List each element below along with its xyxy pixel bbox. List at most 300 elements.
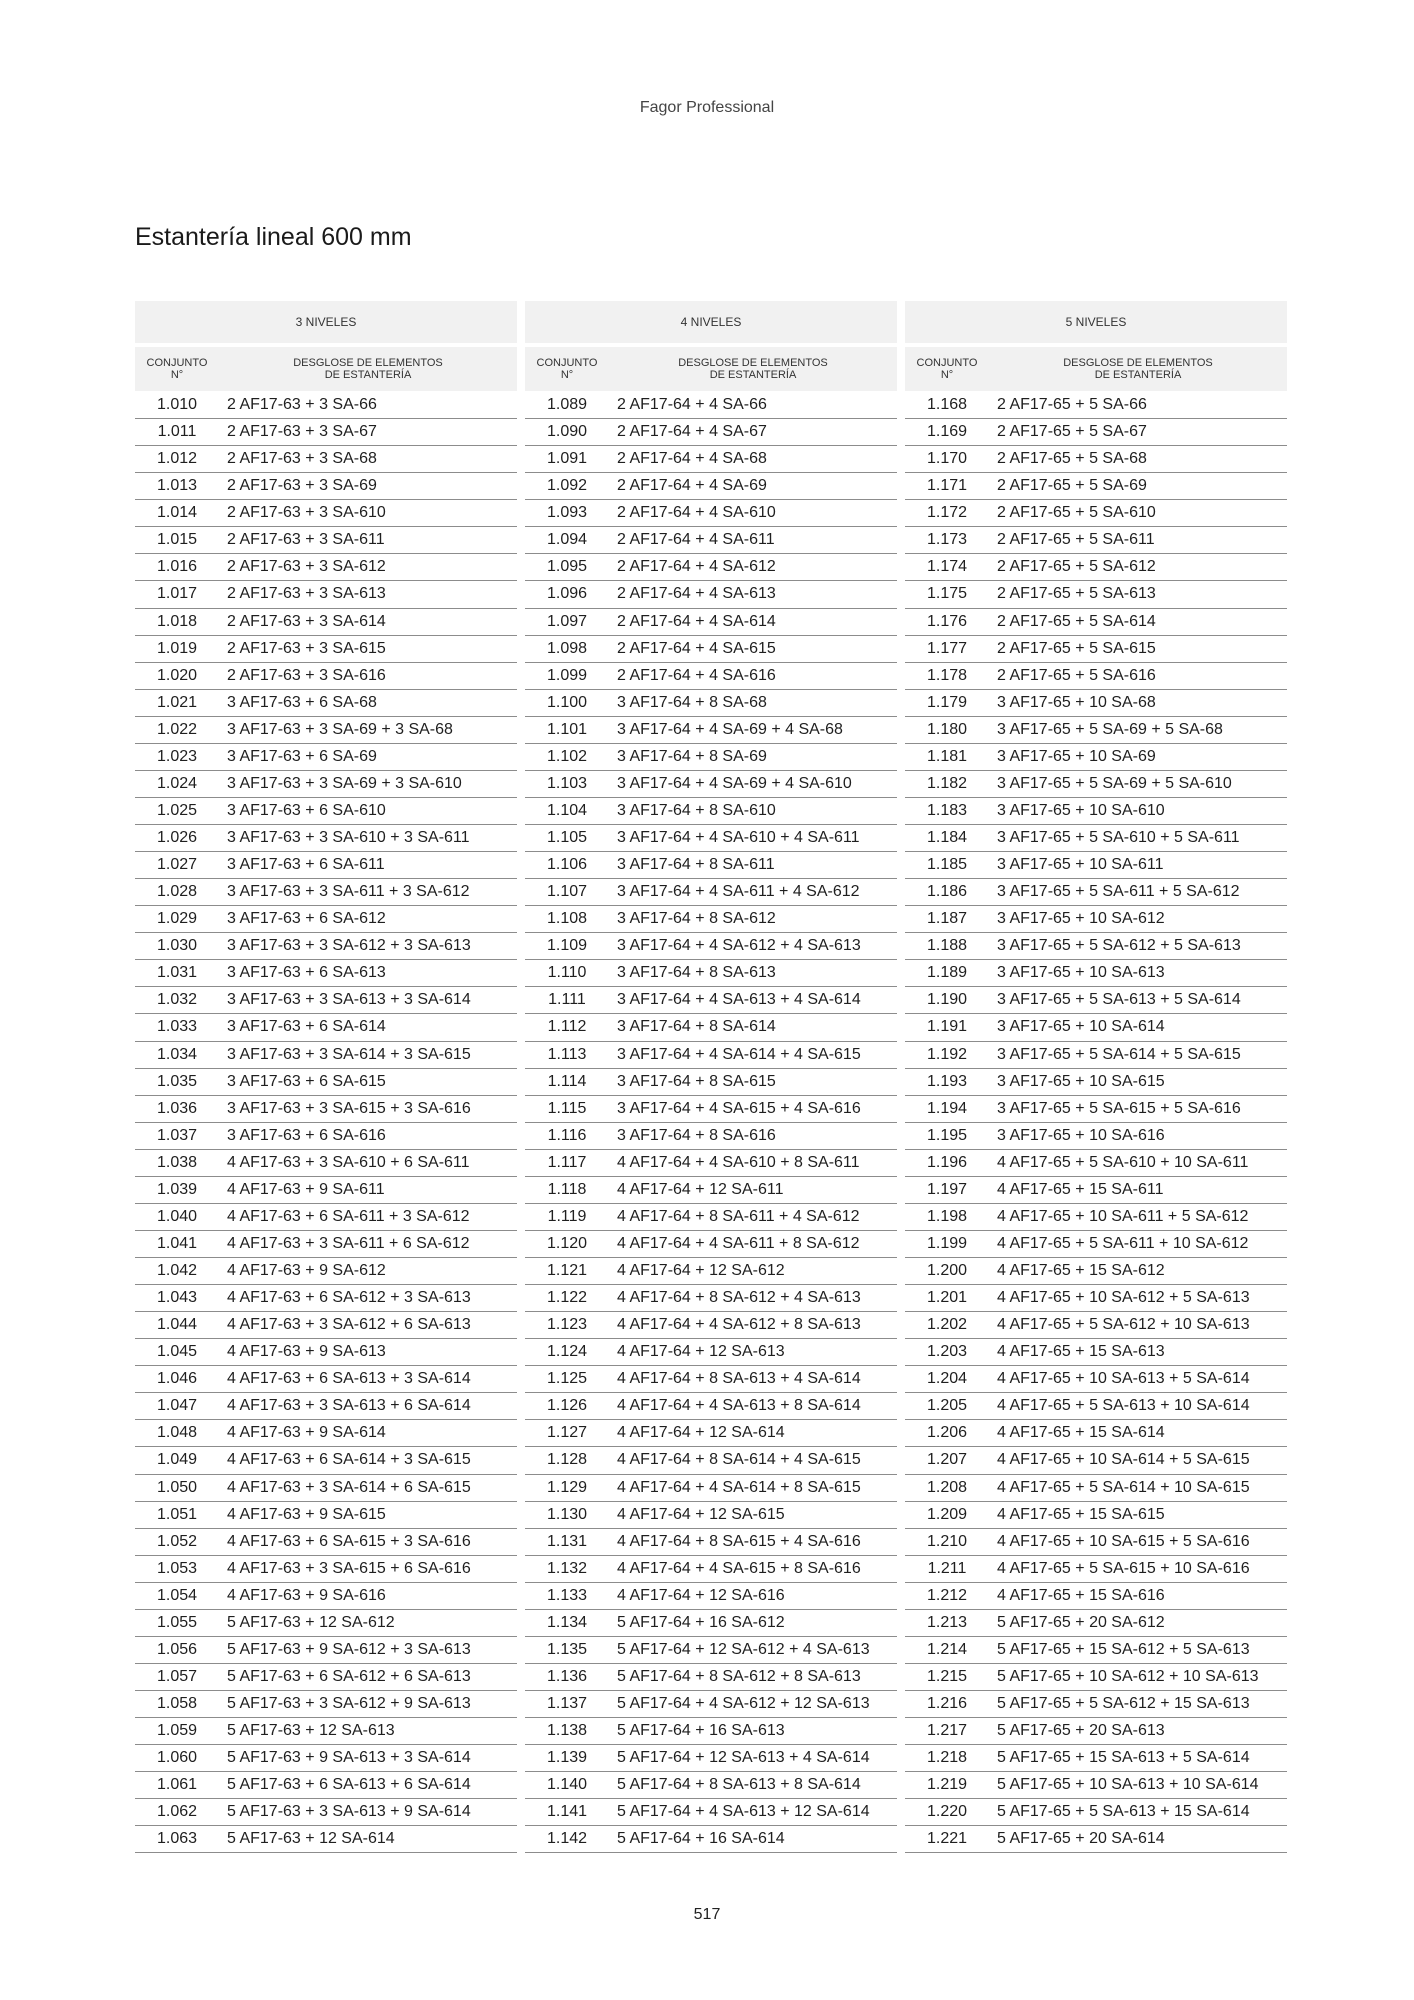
table-row <box>525 1312 897 1339</box>
conjunto-number: 1.188 <box>926 937 968 955</box>
table-row <box>135 1339 517 1366</box>
table-row <box>135 554 517 581</box>
column-header-label: DE ESTANTERÍA <box>709 369 797 381</box>
desglose-elements: 2 AF17-63 + 3 SA-610 <box>227 504 386 522</box>
table-row <box>905 1123 1287 1150</box>
conjunto-number: 1.102 <box>546 747 588 765</box>
table-row <box>525 392 897 419</box>
desglose-elements: 3 AF17-64 + 4 SA-614 + 4 SA-615 <box>617 1045 861 1063</box>
conjunto-number: 1.127 <box>546 1424 588 1442</box>
table-row <box>135 1556 517 1583</box>
conjunto-number: 1.020 <box>156 666 198 684</box>
table-row <box>135 1583 517 1610</box>
desglose-elements: 2 AF17-64 + 4 SA-616 <box>617 666 776 684</box>
desglose-elements: 3 AF17-63 + 3 SA-612 + 3 SA-613 <box>227 937 471 955</box>
desglose-elements: 4 AF17-64 + 8 SA-612 + 4 SA-613 <box>617 1289 861 1307</box>
column-header-desglose <box>219 357 517 381</box>
desglose-elements: 4 AF17-63 + 3 SA-610 + 6 SA-611 <box>227 1153 470 1171</box>
conjunto-number: 1.197 <box>926 1180 968 1198</box>
table-row <box>905 852 1287 879</box>
table-row <box>525 1745 897 1772</box>
desglose-elements: 2 AF17-63 + 3 SA-612 <box>227 558 386 576</box>
conjunto-number: 1.011 <box>157 423 197 441</box>
conjunto-number: 1.113 <box>547 1045 587 1063</box>
table-row <box>135 987 517 1014</box>
column-header-label: N° <box>560 369 574 381</box>
table-row <box>135 960 517 987</box>
conjunto-number: 1.200 <box>926 1262 968 1280</box>
conjunto-number: 1.171 <box>926 477 968 495</box>
desglose-elements: 2 AF17-65 + 5 SA-616 <box>997 666 1156 684</box>
table-row <box>905 1664 1287 1691</box>
table-row <box>905 1285 1287 1312</box>
table-row <box>135 1826 517 1853</box>
conjunto-number: 1.031 <box>156 964 198 982</box>
table-row <box>135 1014 517 1041</box>
conjunto-number: 1.039 <box>156 1180 198 1198</box>
conjunto-number: 1.168 <box>926 396 968 414</box>
table-row <box>525 446 897 473</box>
desglose-elements: 2 AF17-65 + 5 SA-66 <box>997 396 1147 414</box>
table-row <box>525 609 897 636</box>
conjunto-number: 1.215 <box>926 1667 968 1685</box>
table-row <box>905 1204 1287 1231</box>
table-row <box>905 1502 1287 1529</box>
conjunto-number: 1.191 <box>926 1018 968 1036</box>
desglose-elements: 2 AF17-64 + 4 SA-68 <box>617 450 767 468</box>
conjunto-number: 1.063 <box>156 1830 198 1848</box>
desglose-elements: 2 AF17-65 + 5 SA-68 <box>997 450 1147 468</box>
table-row <box>135 1258 517 1285</box>
table-row <box>905 1150 1287 1177</box>
desglose-elements: 4 AF17-65 + 5 SA-614 + 10 SA-615 <box>997 1478 1250 1496</box>
conjunto-number: 1.060 <box>156 1749 198 1767</box>
conjunto-number: 1.140 <box>546 1776 588 1794</box>
conjunto-number: 1.118 <box>547 1180 587 1198</box>
desglose-elements: 4 AF17-63 + 3 SA-615 + 6 SA-616 <box>227 1559 471 1577</box>
table-row <box>135 1529 517 1556</box>
table-row <box>905 1826 1287 1853</box>
conjunto-number: 1.169 <box>926 423 968 441</box>
table-row <box>135 933 517 960</box>
desglose-elements: 3 AF17-63 + 3 SA-610 + 3 SA-611 <box>227 829 470 847</box>
desglose-elements: 3 AF17-65 + 5 SA-612 + 5 SA-613 <box>997 937 1241 955</box>
table-row <box>135 825 517 852</box>
table-row <box>135 1420 517 1447</box>
desglose-elements: 3 AF17-65 + 5 SA-610 + 5 SA-611 <box>997 829 1240 847</box>
conjunto-number: 1.133 <box>546 1586 588 1604</box>
desglose-elements: 5 AF17-65 + 10 SA-613 + 10 SA-614 <box>997 1776 1259 1794</box>
desglose-elements: 4 AF17-63 + 6 SA-611 + 3 SA-612 <box>227 1207 470 1225</box>
desglose-elements: 2 AF17-65 + 5 SA-614 <box>997 612 1156 630</box>
rows-container <box>525 392 897 1853</box>
desglose-elements: 5 AF17-63 + 12 SA-614 <box>227 1830 395 1848</box>
conjunto-number: 1.034 <box>156 1045 198 1063</box>
conjunto-number: 1.038 <box>156 1153 198 1171</box>
conjunto-number: 1.061 <box>156 1776 198 1794</box>
conjunto-number: 1.218 <box>926 1749 968 1767</box>
conjunto-number: 1.054 <box>156 1586 198 1604</box>
table-row <box>525 663 897 690</box>
conjunto-number: 1.132 <box>546 1559 588 1577</box>
conjunto-number: 1.210 <box>926 1532 968 1550</box>
desglose-elements: 4 AF17-65 + 10 SA-612 + 5 SA-613 <box>997 1289 1250 1307</box>
table-row <box>905 609 1287 636</box>
column-header-label: CONJUNTO <box>146 357 208 369</box>
desglose-elements: 2 AF17-63 + 3 SA-613 <box>227 585 386 603</box>
desglose-elements: 2 AF17-65 + 5 SA-612 <box>997 558 1156 576</box>
desglose-elements: 5 AF17-63 + 3 SA-613 + 9 SA-614 <box>227 1803 471 1821</box>
table-row <box>135 1150 517 1177</box>
conjunto-number: 1.136 <box>546 1667 588 1685</box>
table-row <box>525 744 897 771</box>
desglose-elements: 4 AF17-64 + 12 SA-612 <box>617 1262 785 1280</box>
table-row <box>905 1042 1287 1069</box>
table-row <box>135 1447 517 1474</box>
table-row <box>905 1718 1287 1745</box>
conjunto-number: 1.024 <box>156 774 198 792</box>
table-row <box>135 1096 517 1123</box>
conjunto-number: 1.184 <box>926 829 968 847</box>
conjunto-number: 1.030 <box>156 937 198 955</box>
desglose-elements: 4 AF17-64 + 12 SA-615 <box>617 1505 785 1523</box>
conjunto-number: 1.206 <box>926 1424 968 1442</box>
table-row <box>135 1718 517 1745</box>
conjunto-number: 1.139 <box>546 1749 588 1767</box>
desglose-elements: 4 AF17-65 + 15 SA-611 <box>997 1180 1164 1198</box>
desglose-elements: 4 AF17-64 + 4 SA-611 + 8 SA-612 <box>617 1234 860 1252</box>
conjunto-number: 1.137 <box>546 1695 588 1713</box>
desglose-elements: 4 AF17-64 + 8 SA-614 + 4 SA-615 <box>617 1451 861 1469</box>
conjunto-number: 1.015 <box>156 531 198 549</box>
table-row <box>135 906 517 933</box>
table-row <box>135 419 517 446</box>
table-row <box>905 960 1287 987</box>
desglose-elements: 3 AF17-65 + 5 SA-611 + 5 SA-612 <box>997 883 1240 901</box>
conjunto-number: 1.119 <box>547 1207 587 1225</box>
desglose-elements: 5 AF17-65 + 20 SA-613 <box>997 1722 1165 1740</box>
column-header-label: CONJUNTO <box>916 357 978 369</box>
table-row <box>525 717 897 744</box>
conjunto-number: 1.091 <box>546 450 588 468</box>
conjunto-number: 1.040 <box>156 1207 198 1225</box>
table-row <box>905 771 1287 798</box>
conjunto-number: 1.052 <box>156 1532 198 1550</box>
desglose-elements: 3 AF17-64 + 8 SA-614 <box>617 1018 776 1036</box>
table-row <box>525 1583 897 1610</box>
conjunto-number: 1.036 <box>156 1099 198 1117</box>
conjunto-number: 1.196 <box>926 1153 968 1171</box>
table-row <box>135 1231 517 1258</box>
desglose-elements: 4 AF17-65 + 15 SA-613 <box>997 1343 1165 1361</box>
rows-container <box>905 392 1287 1853</box>
conjunto-number: 1.018 <box>156 612 198 630</box>
table-row <box>905 1637 1287 1664</box>
conjunto-number: 1.207 <box>926 1451 968 1469</box>
desglose-elements: 5 AF17-65 + 20 SA-614 <box>997 1830 1165 1848</box>
desglose-elements: 4 AF17-63 + 6 SA-615 + 3 SA-616 <box>227 1532 471 1550</box>
column-header-label: DE ESTANTERÍA <box>324 369 412 381</box>
column-header-conjunto <box>525 357 609 381</box>
conjunto-number: 1.035 <box>156 1072 198 1090</box>
conjunto-number: 1.112 <box>547 1018 587 1036</box>
conjunto-number: 1.056 <box>156 1640 198 1658</box>
desglose-elements: 3 AF17-64 + 4 SA-612 + 4 SA-613 <box>617 937 861 955</box>
desglose-elements: 4 AF17-65 + 15 SA-616 <box>997 1586 1165 1604</box>
desglose-elements: 3 AF17-63 + 6 SA-616 <box>227 1126 386 1144</box>
conjunto-number: 1.029 <box>156 910 198 928</box>
column-header-row <box>135 347 517 391</box>
conjunto-number: 1.013 <box>156 477 198 495</box>
conjunto-number: 1.195 <box>926 1126 968 1144</box>
desglose-elements: 4 AF17-63 + 6 SA-612 + 3 SA-613 <box>227 1289 471 1307</box>
conjunto-number: 1.209 <box>926 1505 968 1523</box>
desglose-elements: 5 AF17-63 + 9 SA-613 + 3 SA-614 <box>227 1749 471 1767</box>
table-row <box>525 1258 897 1285</box>
conjunto-number: 1.179 <box>926 693 968 711</box>
table-row <box>135 1177 517 1204</box>
conjunto-number: 1.028 <box>156 883 198 901</box>
table-row <box>905 419 1287 446</box>
table-row <box>905 1339 1287 1366</box>
desglose-elements: 3 AF17-64 + 4 SA-69 + 4 SA-610 <box>617 774 852 792</box>
table-row <box>525 1231 897 1258</box>
desglose-elements: 4 AF17-63 + 9 SA-616 <box>227 1586 386 1604</box>
table-row <box>525 1420 897 1447</box>
desglose-elements: 5 AF17-64 + 8 SA-613 + 8 SA-614 <box>617 1776 861 1794</box>
conjunto-number: 1.014 <box>156 504 198 522</box>
conjunto-number: 1.094 <box>546 531 588 549</box>
conjunto-number: 1.100 <box>546 693 588 711</box>
desglose-elements: 5 AF17-64 + 12 SA-612 + 4 SA-613 <box>617 1640 870 1658</box>
table-row <box>135 1637 517 1664</box>
conjunto-number: 1.122 <box>546 1289 588 1307</box>
conjunto-number: 1.190 <box>926 991 968 1009</box>
table-row <box>905 744 1287 771</box>
table-row <box>525 636 897 663</box>
table-row <box>905 717 1287 744</box>
table-row <box>525 1772 897 1799</box>
desglose-elements: 5 AF17-64 + 16 SA-613 <box>617 1722 785 1740</box>
conjunto-number: 1.134 <box>546 1613 588 1631</box>
table-row <box>525 581 897 608</box>
desglose-elements: 2 AF17-63 + 3 SA-66 <box>227 396 377 414</box>
rows-container <box>135 392 517 1853</box>
desglose-elements: 4 AF17-64 + 12 SA-613 <box>617 1343 785 1361</box>
table-row <box>905 1393 1287 1420</box>
desglose-elements: 4 AF17-65 + 10 SA-613 + 5 SA-614 <box>997 1370 1250 1388</box>
conjunto-number: 1.126 <box>546 1397 588 1415</box>
table-row <box>905 1691 1287 1718</box>
conjunto-number: 1.219 <box>926 1776 968 1794</box>
conjunto-number: 1.202 <box>926 1316 968 1334</box>
conjunto-number: 1.186 <box>926 883 968 901</box>
table-row <box>905 1475 1287 1502</box>
conjunto-number: 1.105 <box>546 829 588 847</box>
conjunto-number: 1.109 <box>546 937 588 955</box>
conjunto-number: 1.041 <box>156 1234 198 1252</box>
desglose-elements: 4 AF17-64 + 12 SA-614 <box>617 1424 785 1442</box>
table-row <box>905 581 1287 608</box>
conjunto-number: 1.107 <box>546 883 588 901</box>
table-row <box>135 690 517 717</box>
table-row <box>525 1123 897 1150</box>
conjunto-number: 1.106 <box>546 856 588 874</box>
desglose-elements: 3 AF17-63 + 3 SA-611 + 3 SA-612 <box>227 883 470 901</box>
group-title: 4 NIVELES <box>525 301 897 343</box>
table-row <box>525 500 897 527</box>
desglose-elements: 5 AF17-63 + 9 SA-612 + 3 SA-613 <box>227 1640 471 1658</box>
desglose-elements: 2 AF17-65 + 5 SA-613 <box>997 585 1156 603</box>
conjunto-number: 1.089 <box>546 396 588 414</box>
table-row <box>135 609 517 636</box>
desglose-elements: 5 AF17-63 + 6 SA-612 + 6 SA-613 <box>227 1667 471 1685</box>
conjunto-number: 1.032 <box>156 991 198 1009</box>
desglose-elements: 3 AF17-64 + 8 SA-615 <box>617 1072 776 1090</box>
conjunto-number: 1.023 <box>156 747 198 765</box>
desglose-elements: 4 AF17-64 + 4 SA-613 + 8 SA-614 <box>617 1397 861 1415</box>
conjunto-number: 1.097 <box>546 612 588 630</box>
table-row <box>135 1502 517 1529</box>
conjunto-number: 1.017 <box>156 585 198 603</box>
conjunto-number: 1.173 <box>926 531 968 549</box>
table-row <box>135 1069 517 1096</box>
desglose-elements: 4 AF17-64 + 12 SA-616 <box>617 1586 785 1604</box>
table-row <box>525 1502 897 1529</box>
desglose-elements: 4 AF17-63 + 3 SA-614 + 6 SA-615 <box>227 1478 471 1496</box>
table-group-3-niveles <box>135 301 517 1853</box>
column-header-label: DESGLOSE DE ELEMENTOS <box>1063 357 1213 369</box>
table-row <box>135 717 517 744</box>
conjunto-number: 1.189 <box>926 964 968 982</box>
conjunto-number: 1.121 <box>546 1262 588 1280</box>
desglose-elements: 3 AF17-65 + 10 SA-68 <box>997 693 1156 711</box>
conjunto-number: 1.217 <box>926 1722 968 1740</box>
conjunto-number: 1.185 <box>926 856 968 874</box>
table-row <box>135 446 517 473</box>
table-row <box>525 1366 897 1393</box>
table-row <box>525 1529 897 1556</box>
table-row <box>135 1393 517 1420</box>
conjunto-number: 1.019 <box>156 639 198 657</box>
table-row <box>525 1475 897 1502</box>
conjunto-number: 1.201 <box>926 1289 968 1307</box>
table-row <box>905 554 1287 581</box>
conjunto-number: 1.045 <box>156 1343 198 1361</box>
conjunto-number: 1.175 <box>926 585 968 603</box>
conjunto-number: 1.046 <box>156 1370 198 1388</box>
table-row <box>135 1664 517 1691</box>
table-row <box>525 1799 897 1826</box>
desglose-elements: 3 AF17-65 + 5 SA-69 + 5 SA-68 <box>997 720 1223 738</box>
conjunto-number: 1.103 <box>546 774 588 792</box>
table-row <box>905 1420 1287 1447</box>
desglose-elements: 4 AF17-64 + 4 SA-610 + 8 SA-611 <box>617 1153 860 1171</box>
conjunto-number: 1.177 <box>926 639 968 657</box>
table-row <box>135 581 517 608</box>
column-header-label: N° <box>170 369 184 381</box>
desglose-elements: 3 AF17-63 + 6 SA-610 <box>227 801 386 819</box>
desglose-elements: 4 AF17-65 + 5 SA-610 + 10 SA-611 <box>997 1153 1249 1171</box>
table-row <box>525 933 897 960</box>
desglose-elements: 3 AF17-63 + 6 SA-615 <box>227 1072 386 1090</box>
desglose-elements: 3 AF17-63 + 3 SA-69 + 3 SA-610 <box>227 774 462 792</box>
table-row <box>525 473 897 500</box>
group-title: 3 NIVELES <box>135 301 517 343</box>
table-row <box>905 1312 1287 1339</box>
conjunto-number: 1.115 <box>547 1099 587 1117</box>
table-row <box>135 1123 517 1150</box>
table-row <box>525 825 897 852</box>
table-row <box>525 1826 897 1853</box>
conjunto-number: 1.033 <box>156 1018 198 1036</box>
conjunto-number: 1.131 <box>546 1532 588 1550</box>
conjunto-number: 1.194 <box>926 1099 968 1117</box>
conjunto-number: 1.181 <box>926 747 968 765</box>
desglose-elements: 5 AF17-64 + 16 SA-614 <box>617 1830 785 1848</box>
column-header-row <box>525 347 897 391</box>
table-row <box>135 744 517 771</box>
table-row <box>905 473 1287 500</box>
conjunto-number: 1.193 <box>926 1072 968 1090</box>
table-row <box>135 1285 517 1312</box>
desglose-elements: 2 AF17-64 + 4 SA-69 <box>617 477 767 495</box>
desglose-elements: 2 AF17-65 + 5 SA-67 <box>997 423 1147 441</box>
desglose-elements: 4 AF17-64 + 8 SA-613 + 4 SA-614 <box>617 1370 861 1388</box>
desglose-elements: 4 AF17-63 + 9 SA-613 <box>227 1343 386 1361</box>
table-row <box>905 798 1287 825</box>
column-header-desglose <box>609 357 897 381</box>
table-row <box>525 527 897 554</box>
conjunto-number: 1.182 <box>926 774 968 792</box>
brand-header: Fagor Professional <box>639 99 775 116</box>
desglose-elements: 4 AF17-65 + 5 SA-615 + 10 SA-616 <box>997 1559 1250 1577</box>
conjunto-number: 1.117 <box>547 1153 587 1171</box>
conjunto-number: 1.174 <box>926 558 968 576</box>
table-row <box>525 852 897 879</box>
conjunto-number: 1.092 <box>546 477 588 495</box>
table-row <box>525 987 897 1014</box>
conjunto-number: 1.176 <box>926 612 968 630</box>
conjunto-number: 1.022 <box>156 720 198 738</box>
table-row <box>525 1339 897 1366</box>
table-row <box>525 1042 897 1069</box>
table-row <box>905 1258 1287 1285</box>
column-header-label: DESGLOSE DE ELEMENTOS <box>678 357 828 369</box>
desglose-elements: 5 AF17-63 + 6 SA-613 + 6 SA-614 <box>227 1776 471 1794</box>
conjunto-number: 1.203 <box>926 1343 968 1361</box>
desglose-elements: 3 AF17-65 + 10 SA-610 <box>997 801 1165 819</box>
conjunto-number: 1.010 <box>156 396 198 414</box>
table-row <box>135 1610 517 1637</box>
desglose-elements: 3 AF17-63 + 6 SA-69 <box>227 747 377 765</box>
table-row <box>525 419 897 446</box>
desglose-elements: 3 AF17-63 + 6 SA-612 <box>227 910 386 928</box>
desglose-elements: 5 AF17-65 + 10 SA-612 + 10 SA-613 <box>997 1667 1259 1685</box>
conjunto-number: 1.051 <box>156 1505 198 1523</box>
conjunto-number: 1.104 <box>546 801 588 819</box>
desglose-elements: 2 AF17-63 + 3 SA-616 <box>227 666 386 684</box>
desglose-elements: 2 AF17-64 + 4 SA-614 <box>617 612 776 630</box>
conjunto-number: 1.208 <box>926 1478 968 1496</box>
desglose-elements: 2 AF17-64 + 4 SA-612 <box>617 558 776 576</box>
desglose-elements: 2 AF17-63 + 3 SA-68 <box>227 450 377 468</box>
conjunto-number: 1.043 <box>156 1289 198 1307</box>
desglose-elements: 5 AF17-63 + 12 SA-612 <box>227 1613 395 1631</box>
desglose-elements: 2 AF17-65 + 5 SA-69 <box>997 477 1147 495</box>
desglose-elements: 4 AF17-65 + 5 SA-611 + 10 SA-612 <box>997 1234 1249 1252</box>
conjunto-number: 1.123 <box>546 1316 588 1334</box>
